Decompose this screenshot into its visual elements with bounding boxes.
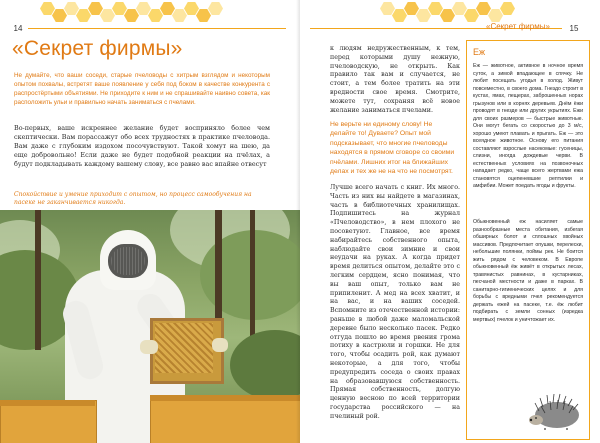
article-title: «Секрет фирмы» (12, 37, 183, 60)
beekeeper-photo (0, 210, 300, 443)
italic-note: Спокойствие и умение приходит с опытом, но процесс самообучения на пасеке не заканчивается никогда. (14, 191, 252, 207)
body-paragraph: Во-первых, ваше искреннее желание будет восприняло более чем скептически. Вам порассажут обо всех трудностях в практике пчеловода. Вам даже с глубоким издохом посочувствуют. Такой хомут на шею, да еще добровольно! Если даже не будет подобной реакции на пчёлах, а будут подкладывать каждому вашему слову, все равно вас впайне отвесут (14, 124, 270, 168)
beehive (150, 395, 300, 443)
body-column-bottom: Лучше всего начать с книг. Их много. Часть из них вы найдете в магазинах, часть в библиотечных хранилищах. Подпишитесь на журнал «Пчеловодство», в нем плохого не посоветуют. Главное, все время набирайтесь собственного опыта, наблюдайте свои зимние и свои неудачи на руках. А когда придет время делиться опытом, делайте это с легким сердцем, ясно понимая, что вы ваш опыт, только вам не припиленит. А мед на всех хватит, и на вас, и на ваших соседей. Вспомните из отечественной истории: раньше в любой даже маломальской деревне было несколько пасек. Редко отгуда пошло во время рвения грома потиху в кастрюли и горшки. Не для того, чтобы осадить рой, как думают некоторые, а для того, чтобы предупредить соседа о своих правах на образовавшуюся собственность. Прямая собственность, долгую ценную весною по всей территории государства российского — на пчелиный рой. (330, 184, 460, 420)
honeycomb-decoration (30, 0, 250, 30)
sidebar-title: Еж (473, 47, 486, 57)
page-number: 14 (13, 24, 23, 33)
hedgehog-sidebar (466, 40, 590, 440)
hedgehog-icon (527, 391, 583, 431)
lead-paragraph: Не думайте, что ваши соседи, старые пчеловоды с хитрым взглядом и некоторым опытом похвалы, встретят ваше появление у себя под боком в качестве конкурента с распростёртыми объятиями. Не приходите к ним и не спрашивайте наивно совета, как расположить ульи и правильно начать заниматься с пчелами. (14, 72, 270, 106)
header-rule (28, 28, 286, 29)
beehive (0, 400, 97, 443)
sidebar-text: Обыкновенный еж насиляет самые разнообразные места обитания, избегая обширных болот и сплошных хвойных массивов. Предпочитает опушки, перелески, небольшие полянки, поймы рек. Не боится жить рядом с человеком. В Европе обыкновенный ёж живёт в открытых лесах, травянистых равнинах, в кустарниках, песчаной местности и даже в парках. В санитарно-гигиенических целях и для борьбы с вредными пчел рекомендуется держать ежей на пасеке, т.е. ёж любит подбирать с земли сонных (изредка мертвых) пчелок и уничтожает их. (473, 219, 583, 323)
pull-quote: Не верьте ни единому слову! Не делайте то! Дуваете? Опыт мой подсказывает, что многие пчеловоды находятся в прямом сговоре со своими пчёлами. Лишних итог на ближайших делах и тех же не на что не посмотрят. (330, 121, 455, 176)
right-page (300, 0, 600, 443)
page-number: 15 (569, 24, 579, 33)
sidebar-text: Еж — животное, активное в ночное время суток, а зимой впадающее в спячку. Не любит посещать угодья в холод. Живут повсеместно, в своего дома. Гнездо строит в кустах, ямах, пещерах, заброшенных норах грызунов или в корнях деревьев. Днём ёжи проводят в гнезде или других укрытиях. Ежи для своих размеров — быстрые животные. Они могут бегать со скоростью до 3 м/с, хорошо умеют плавать и прыгать. Еж — это всеядное животное. Основу его питания составляют взрослые насекомые: гусеницы, слизни, иногда дождевые черви. В естественных условиях на позвоночных нападает редко, чаще всего жертвами ежа становятся оцепеневшие рептилии и амфибии. Может поедать ягоды и фрукты. (473, 63, 583, 189)
running-title: «Секрет фирмы» (486, 22, 550, 31)
body-column-top: к людям недружественным, к тем, перед которыми душу нежную, пчеловодскую, не открыть. Как правило так вам и случается, не стоит, а тем более тратить на эти вредности свое время. Смотрите, можете тут, сохраняя всё новое желание заниматься пчелами. (330, 45, 460, 114)
